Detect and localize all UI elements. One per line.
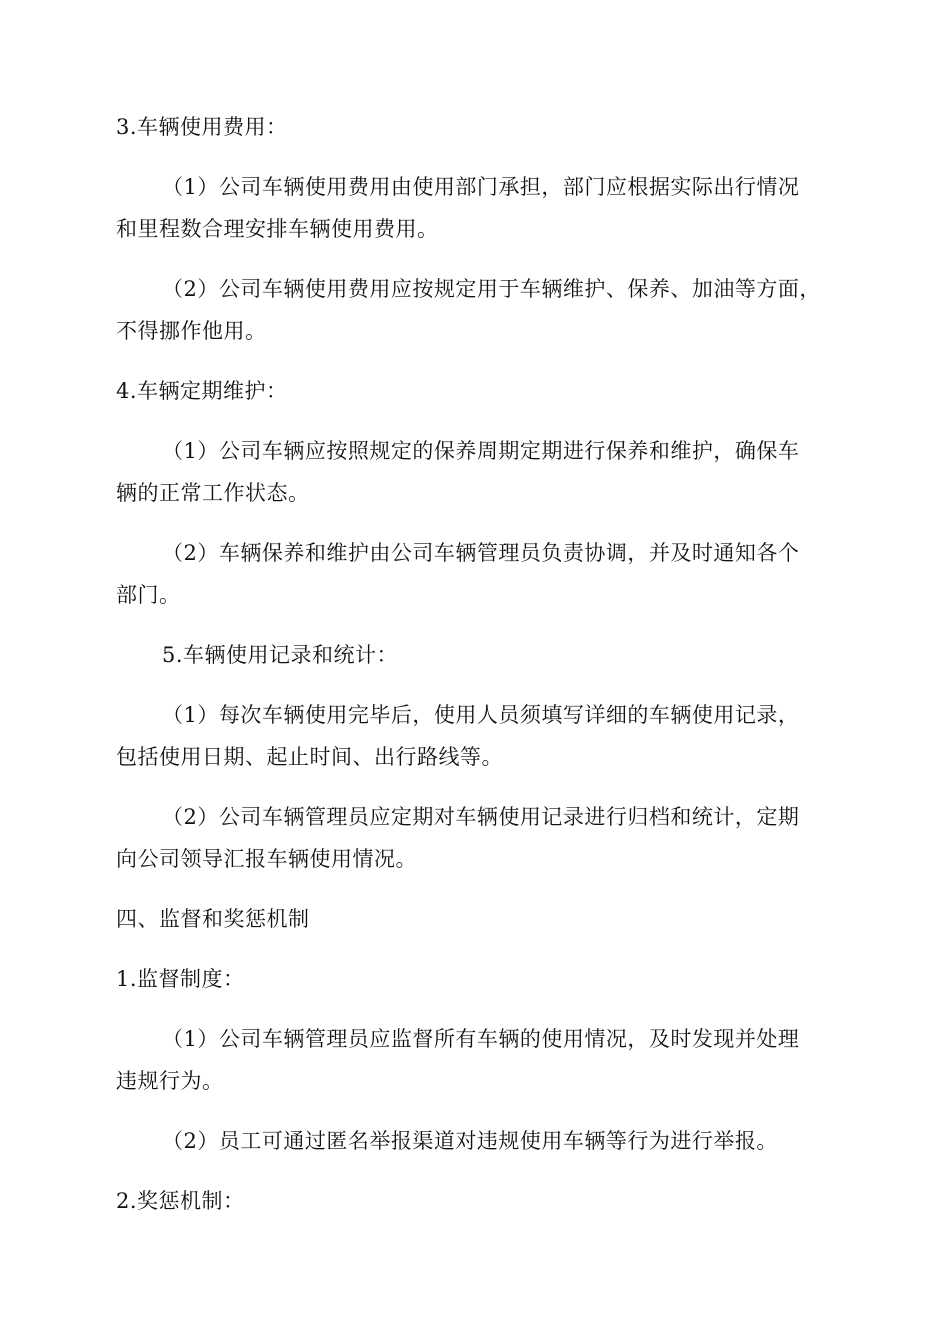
paragraph-line: 部门。 xyxy=(116,583,181,607)
paragraph-line: （2）车辆保养和维护由公司车辆管理员负责协调，并及时通知各个 xyxy=(162,541,800,565)
paragraph-line: 辆的正常工作状态。 xyxy=(116,481,310,505)
section-heading-supervision-system: 1.监督制度： xyxy=(116,967,245,991)
section-heading-usage-records: 5.车辆使用记录和统计： xyxy=(162,643,399,667)
paragraph-line: （2）公司车辆管理员应定期对车辆使用记录进行归档和统计，定期 xyxy=(162,805,800,829)
paragraph-line: （1）公司车辆管理员应监督所有车辆的使用情况，及时发现并处理 xyxy=(162,1027,800,1051)
chapter-heading-supervision: 四、监督和奖惩机制 xyxy=(116,907,310,931)
paragraph-line: 向公司领导汇报车辆使用情况。 xyxy=(116,847,417,871)
paragraph-line: （2）员工可通过匿名举报渠道对违规使用车辆等行为进行举报。 xyxy=(162,1129,778,1153)
paragraph-line: （1）每次车辆使用完毕后，使用人员须填写详细的车辆使用记录， xyxy=(162,703,800,727)
section-heading-vehicle-costs: 3.车辆使用费用： xyxy=(116,115,288,139)
paragraph-line: 违规行为。 xyxy=(116,1069,224,1093)
section-heading-reward-punishment: 2.奖惩机制： xyxy=(116,1189,245,1213)
paragraph-line: 和里程数合理安排车辆使用费用。 xyxy=(116,217,439,241)
paragraph-line: （1）公司车辆使用费用由使用部门承担，部门应根据实际出行情况 xyxy=(162,175,800,199)
section-heading-maintenance: 4.车辆定期维护： xyxy=(116,379,288,403)
paragraph-line: （1）公司车辆应按照规定的保养周期定期进行保养和维护，确保车 xyxy=(162,439,800,463)
paragraph-line: 包括使用日期、起止时间、出行路线等。 xyxy=(116,745,503,769)
paragraph-line: 不得挪作他用。 xyxy=(116,319,267,343)
paragraph-line: （2）公司车辆使用费用应按规定用于车辆维护、保养、加油等方面， xyxy=(162,277,821,301)
